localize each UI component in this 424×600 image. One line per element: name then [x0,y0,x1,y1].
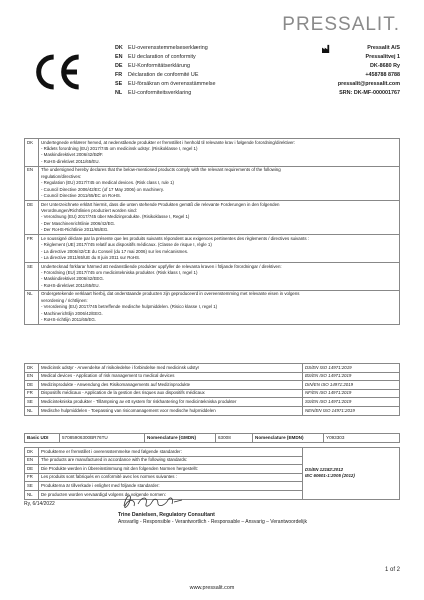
language-code: FR [25,235,39,263]
language-code: EN [25,166,39,200]
language-code: SE [115,81,123,87]
manufactured-text: Les produits sont fabriqués en conformité avec les normes suivantes : [39,473,303,482]
gmdn-value: 63008 [216,434,253,443]
standard-row [25,364,400,373]
language-code: SE [25,398,39,407]
manufactured-standards [303,448,400,500]
language-code: NL [25,490,39,499]
statement-line: - RoHS-direktivet 2011/65/EU. [41,282,100,288]
pressalit-logo: PRESSALIT. [282,14,400,35]
language-code: NL [25,290,39,324]
language-code: FR [25,473,39,482]
company-line: Pressalitvej 1 [365,54,400,60]
signature-date: Ry, 6/14/2022 [24,501,55,507]
udi-row [24,433,400,443]
language-code: DE [25,201,39,235]
manufactured-text: De producten worden vervaardigd volgens de volgende normen: [39,490,303,499]
manufactured-row [25,448,400,457]
statement-line: The undersigned hereby declares that the below-mentioned products comply with the relevant requirements of the following [41,167,281,173]
statement-line: - Maskindirektivet 2006/42/EØF. [41,152,104,158]
company-line: DK-8680 Ry [370,63,400,69]
language-code: EN [25,456,39,465]
language-code: EN [115,54,123,60]
declaration-row [115,89,215,98]
statement-line: regulation/directives: [41,173,82,179]
statement-line: - RoHS-richtlijn 2011/65/EG. [41,317,97,323]
standard-description: Medical devices - Application of risk management to medical devices [39,372,303,381]
declaration-row [115,71,215,80]
language-code: DK [115,45,123,51]
declaration-titles [115,44,215,98]
standard-reference: NEN/EN ISO 14971:2019 [303,406,400,415]
signatory-role: Ansvarlig - Responsible - Verantwortlich - Responsable – Ansvarig – Verantwoordelijk [118,519,307,525]
language-code: SE [25,263,39,291]
statement-line: - Règlement (UE) 2017/745 relatif aux dispositifs médicaux. (Classe de risque I, règle 1) [41,242,212,248]
company-line: pressalit@pressalit.com [337,81,400,87]
standard-row [25,381,400,390]
standard-row [25,389,400,398]
statement-line: Ondergetekende verklaart hierbij, dat onderstaande producten zijn geproduceerd in overeenstemming met relevante eisen in volgens [41,291,300,297]
language-code: NL [115,90,123,96]
declaration-title: EU-försäkran om överensstämmelse [128,81,216,87]
statement-line: - Council Directive 2006/42/EC (of 17 May 2006) on machinery. [41,186,164,192]
declaration-title: EU-Konformitätserklärung [128,63,191,69]
risk-standards [24,363,400,416]
language-code: DK [25,448,39,457]
statement-line: Der Unterzeichnete erklärt hiermit, dass die unten stehende Produkten gemäß die relevante Forderungen in den folgenden [41,201,280,207]
company-line: Pressalit A/S [367,45,400,51]
statement-line: - Der Maschinenrichtlinie 2006/42/EG. [41,220,116,226]
statement-line: - Maskindirektivet 2006/42/EEG. [41,276,104,282]
manufactured-standard: IEC 60601-1:2005 (2012) [305,473,355,479]
declaration-row [115,53,215,62]
company-line: SRN: DK-MF-000001767 [339,90,400,96]
language-code: DK [25,364,39,373]
statement-line: - Rådets forordning (EU) 2017/745 om medicinsk udstyr. (Risikoklasse I, regel 1) [41,146,198,151]
emdn-value: Y093303 [324,434,400,443]
language-code: DE [25,465,39,474]
statement-line: - Verordnung (EU) 2017/745 über Medizinprodukte. (Risikoklasse I, Regel 1) [41,214,190,220]
language-code: FR [25,389,39,398]
standard-reference: NF/EN ISO 14971:2019 [303,389,400,398]
company-address [338,44,400,98]
standard-reference: DS/EN ISO 14971:2019 [303,364,400,373]
statement-row [25,235,400,263]
language-code: DK [25,139,39,167]
standard-description: Medische hulpmiddelen - Toepassing van risicomanagement voor medische hulpmiddelen [39,406,303,415]
standard-row [25,372,400,381]
declaration-title: EU-conformiteitsverklaring [128,90,192,96]
statement-text [39,201,400,235]
manufactured-text: Die Produkte werden in Übereinstimmung mit den folgenden Normen hergestellt: [39,465,303,474]
statement-text [39,139,400,167]
statement-line: - Council Directive 2011/65/EC on RoHS. [41,193,121,199]
standard-description: Medizinprodukte - Anwendung des Risikomanagements auf Medizinprodukte [39,381,303,390]
statement-line: - Förordning (EU) 2017/745 om medicintekniska produkter. (Risk klass I, regel 1) [41,270,198,276]
standard-description: Dispositifs médicaux - Application de la gestion des risques aux dispositifs médicaux [39,389,303,398]
statement-line: - La directive 2011/65/UE du 8 juin 2011 sur RoHS. [41,255,141,261]
standard-reference: SS/EN ISO 14971:2019 [303,398,400,407]
standard-row [25,398,400,407]
page-number: 1 of 2 [384,567,400,573]
statement-row [25,166,400,200]
manufactured-text: The products are manufactured in accordance with the following standards: [39,456,303,465]
statement-line: Verordnungen/Richtlinien produziert worden sind: [41,208,137,214]
statement-line: - RoHS-direktivet 2011/65/EU. [41,158,100,164]
statement-line: - Verordening (EU) 2017/745 betreffende medische hulpmiddelen. (Risico klasse I, regel 1) [41,304,218,310]
language-code: SE [25,482,39,491]
manufactured-standard: DS/EN 12182:2012 [305,466,344,472]
footer-url: www.pressalit.com [189,585,235,591]
statement-text [39,166,400,200]
udi-label: Basic UDI [25,434,60,443]
regulation-statements [24,138,400,325]
statement-line: - Regulation (EU) 2017/745 on medical devices. (Risk class I, rule 1) [41,180,174,186]
statement-text [39,290,400,324]
declaration-title: EU declaration of conformity [128,54,196,60]
language-code: DE [115,63,123,69]
statement-line: Undertecknad förklarar härmed att nedanstående produkter uppfyller de relevanta kraven i följande förordningar / direktiven: [41,263,282,269]
standard-description: Medicinsk udstyr - Anvendelse af risikoledelse i forbindelse med medicinsk udstyr [39,364,303,373]
declaration-row [115,62,215,71]
statement-line: - Der RoHS-Richtlinie 2011/65/EG. [41,227,109,233]
language-code: FR [115,72,123,78]
statement-text [39,235,400,263]
declaration-title: EU-overensstemmelseserklæring [128,45,208,51]
gmdn-label: Nomenclature (GMDN) [145,434,216,443]
language-code: DE [25,381,39,390]
declaration-row [115,44,215,53]
emdn-label: Nomenclature (EMDN) [253,434,324,443]
statement-row [25,201,400,235]
statement-line: - La directive 2006/42/CE du Conseil (du 17 mai 2006) sur les mécanismes. [41,248,189,254]
manufactured-text: Produkterne er fremstillet i overensstemmelse med følgende standarder: [39,448,303,457]
declaration-title: Déclaration de conformité UE [128,72,199,78]
declaration-row [115,80,215,89]
standard-description: Medicintekniska produkter - Tillämpning av ett system för riskhantering för medicintekniska produkter [39,398,303,407]
handwritten-signature [118,490,188,512]
statement-row [25,290,400,324]
signatory-name: Trine Danielsen, Regulatory Consultant [118,512,215,518]
udi-value: 57085906300BR76TU [60,434,145,443]
manufacturing-standards [24,447,400,500]
statement-line: verordening / richtlijnen: [41,297,88,303]
language-code: EN [25,372,39,381]
manufacturer-icon [322,44,331,53]
company-line: +458788 8788 [365,72,400,78]
statement-line: - Machinerichtlijn 2006/42/EEG. [41,310,103,316]
standard-reference: DIN/EN ISO 14971:2019 [303,381,400,390]
ce-mark-icon [32,47,82,97]
statement-row [25,263,400,291]
statement-line: Undertegnede erklærer herved, at nedenstående produkter er fremstillet i henhold til relevante krav i følgende forordning/direktiver: [41,139,296,145]
standard-row [25,406,400,415]
standard-reference: BS/EN ISO 14971:2019 [303,372,400,381]
language-code: NL [25,406,39,415]
statement-line: Le soussigné déclare par la présente que les produits suivants répondent aux exigences pertinentes des règlements / directives suivants : [41,235,309,241]
statement-text [39,263,400,291]
statement-row [25,139,400,167]
manufactured-text: Produkterna är tillverkade i enlighet med följande standarder: [39,482,303,491]
